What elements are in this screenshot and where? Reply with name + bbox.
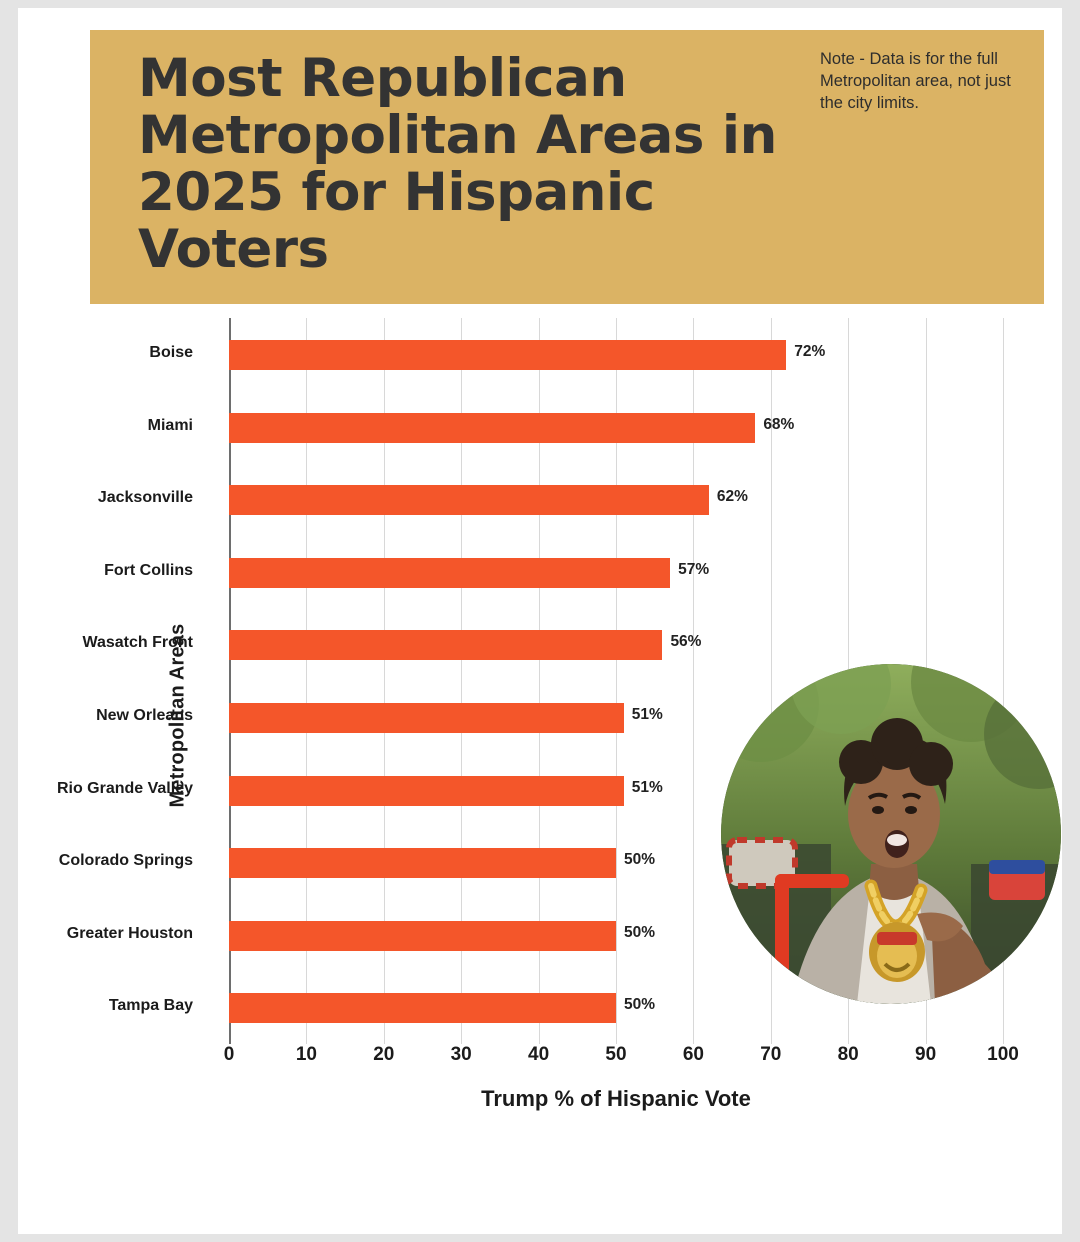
category-label-holder	[0, 681, 211, 754]
bar	[229, 776, 624, 806]
x-axis-tick: 10	[295, 1044, 317, 1065]
category-label-holder	[0, 536, 211, 609]
x-axis-title: Trump % of Hispanic Vote	[481, 1086, 751, 1111]
bar	[229, 340, 786, 370]
photo-illustration	[721, 664, 1061, 1004]
infographic-page	[18, 8, 1062, 1234]
category-label: Greater Houston	[66, 924, 193, 942]
bar	[229, 558, 670, 588]
bar-value-label: 62%	[716, 488, 748, 506]
x-axis-tick: 20	[373, 1044, 395, 1065]
photo-portrait	[721, 664, 1061, 1004]
x-axis-tick: 40	[528, 1044, 550, 1065]
category-label-holder	[0, 899, 211, 972]
bar-value-label: 57%	[678, 560, 710, 578]
x-axis-tick: 50	[605, 1044, 627, 1065]
category-label-holder	[0, 391, 211, 464]
bar	[229, 921, 616, 951]
category-label: Fort Collins	[104, 561, 193, 579]
note-text: Note - Data is for the full Metropolitan area, not just the city limits.	[820, 50, 1011, 112]
category-label-holder	[0, 608, 211, 681]
category-label-holder	[0, 318, 211, 391]
x-axis-tick: 90	[915, 1044, 937, 1065]
bar	[229, 413, 755, 443]
category-label: Rio Grande Valley	[56, 779, 193, 797]
category-label: Miami	[147, 416, 193, 434]
chart-row	[147, 391, 1003, 464]
chart-row	[149, 318, 1003, 391]
x-axis-tick: 100	[987, 1044, 1019, 1065]
x-axis-tick: 0	[223, 1044, 235, 1065]
bar-value-label: 50%	[624, 996, 656, 1014]
x-axis-tick: 30	[450, 1044, 472, 1065]
x-axis-tick: 70	[760, 1044, 782, 1065]
category-label-holder	[0, 971, 211, 1044]
y-axis-title: Metropolitan Areas	[166, 623, 189, 808]
title-band	[90, 30, 1044, 304]
bar	[229, 848, 616, 878]
bar-value-label: 50%	[624, 923, 656, 941]
category-label: Tampa Bay	[108, 997, 193, 1015]
category-label: Boise	[149, 344, 193, 361]
category-label-holder	[0, 826, 211, 899]
x-axis-tick: 60	[682, 1044, 704, 1065]
bar-value-label: 51%	[631, 706, 663, 723]
bar	[229, 993, 616, 1023]
chart-row	[97, 463, 1003, 536]
bar-value-label: 56%	[670, 633, 702, 651]
bar	[229, 485, 709, 515]
bar-value-label: 68%	[763, 415, 795, 433]
bar	[229, 630, 662, 660]
category-label: New Orleans	[96, 707, 193, 724]
bar-value-label: 72%	[794, 343, 826, 360]
bar-value-label: 51%	[631, 778, 663, 796]
bar	[229, 703, 624, 733]
category-label-holder	[0, 463, 211, 536]
category-label-holder	[0, 754, 211, 827]
category-label: Jacksonville	[97, 489, 193, 507]
bar-value-label: 50%	[624, 851, 656, 869]
x-axis-tick: 80	[837, 1044, 859, 1065]
category-label: Colorado Springs	[58, 852, 193, 870]
page-title: Most Republican Metropolitan Areas in 2025 for Hispanic Voters	[138, 48, 777, 280]
category-label: Wasatch Front	[82, 634, 193, 652]
chart-row	[104, 536, 1003, 609]
